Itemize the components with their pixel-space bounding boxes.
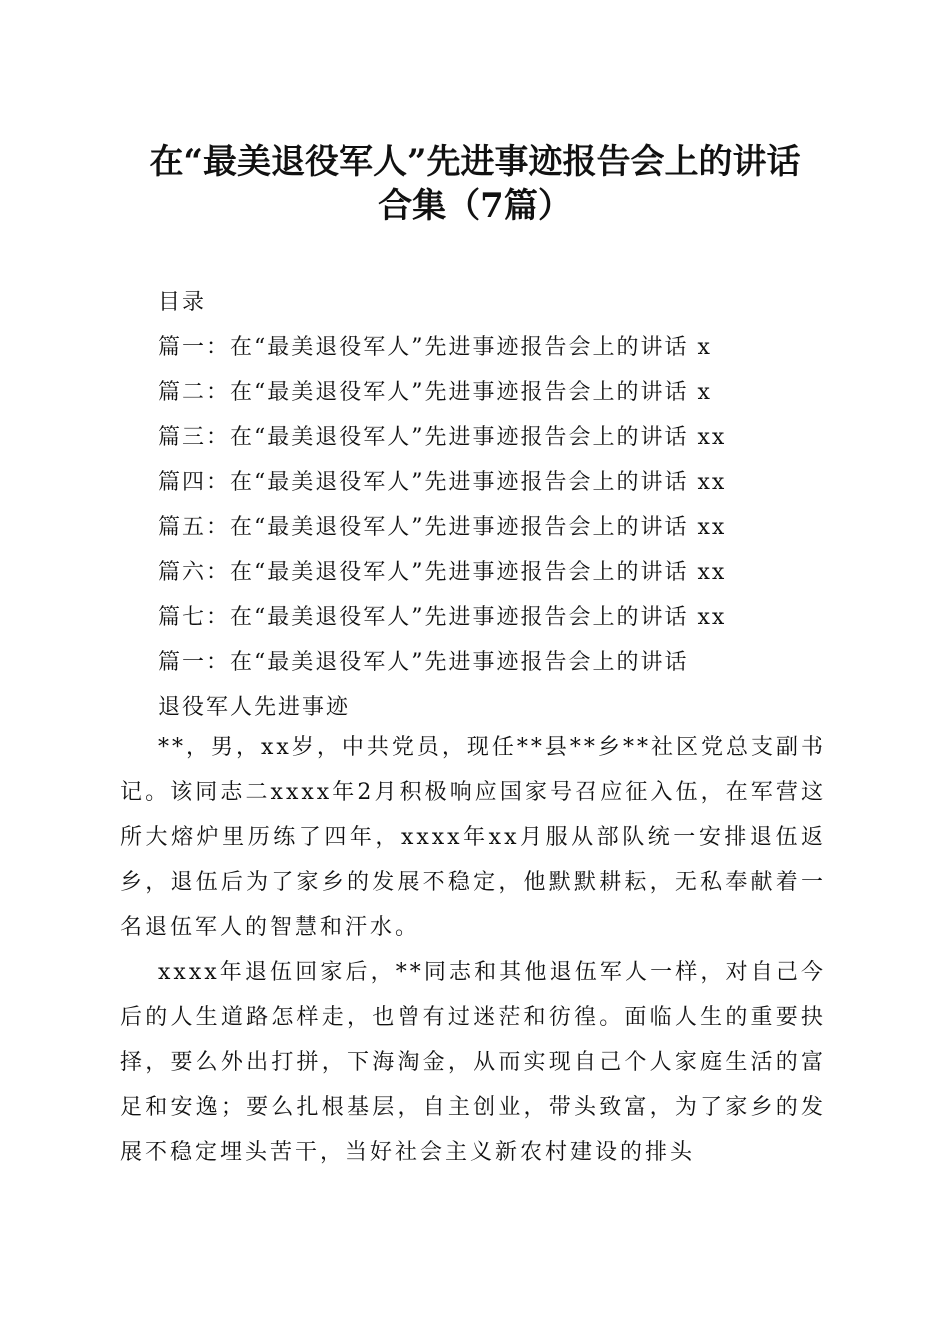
toc-item: 篇二：在“最美退役军人”先进事迹报告会上的讲话 x xyxy=(158,380,712,405)
toc-item: 篇一：在“最美退役军人”先进事迹报告会上的讲话 x xyxy=(158,335,712,360)
toc-item: 篇五：在“最美退役军人”先进事迹报告会上的讲话 xx xyxy=(158,515,727,540)
toc-item: 篇七：在“最美退役军人”先进事迹报告会上的讲话 xx xyxy=(158,605,727,630)
document-title-line-1: 在“最美退役军人”先进事迹报告会上的讲话 xyxy=(149,142,801,182)
section-heading: 篇一：在“最美退役军人”先进事迹报告会上的讲话 xyxy=(158,650,689,675)
table-of-contents xyxy=(158,280,858,730)
body-paragraph-2-block xyxy=(120,950,826,1175)
toc-heading: 目录 xyxy=(158,290,207,315)
toc-item: 篇六：在“最美退役军人”先进事迹报告会上的讲话 xx xyxy=(158,560,727,585)
toc-item: 篇三：在“最美退役军人”先进事迹报告会上的讲话 xx xyxy=(158,425,727,450)
document-title-line-2: 合集（7篇） xyxy=(378,186,572,226)
body-paragraph: **，男，xx岁，中共党员，现任**县**乡**社区党总支副书记。该同志二xxxx年2月积极响应国家号召应征入伍，在军营这所大熔炉里历练了四年，xxxx年xx月服从部队统一安排退伍返乡，退伍后为了家乡的发展不稳定，他默默耕耘，无私奉献着一名退伍军人的智慧和汗水。 xyxy=(120,735,826,940)
toc-item: 篇四：在“最美退役军人”先进事迹报告会上的讲话 xx xyxy=(158,470,727,495)
section-subheading: 退役军人先进事迹 xyxy=(158,695,351,720)
body-paragraph: xxxx年退伍回家后，**同志和其他退伍军人一样，对自己今后的人生道路怎样走，也曾有过迷茫和彷徨。面临人生的重要抉择，要么外出打拼，下海淘金，从而实现自己个人家庭生活的富足和安逸；要么扎根基层，自主创业，带头致富，为了家乡的发展不稳定埋头苦干，当好社会主义新农村建设的排头 xyxy=(120,960,826,1165)
body-paragraph-1-block xyxy=(120,725,826,950)
